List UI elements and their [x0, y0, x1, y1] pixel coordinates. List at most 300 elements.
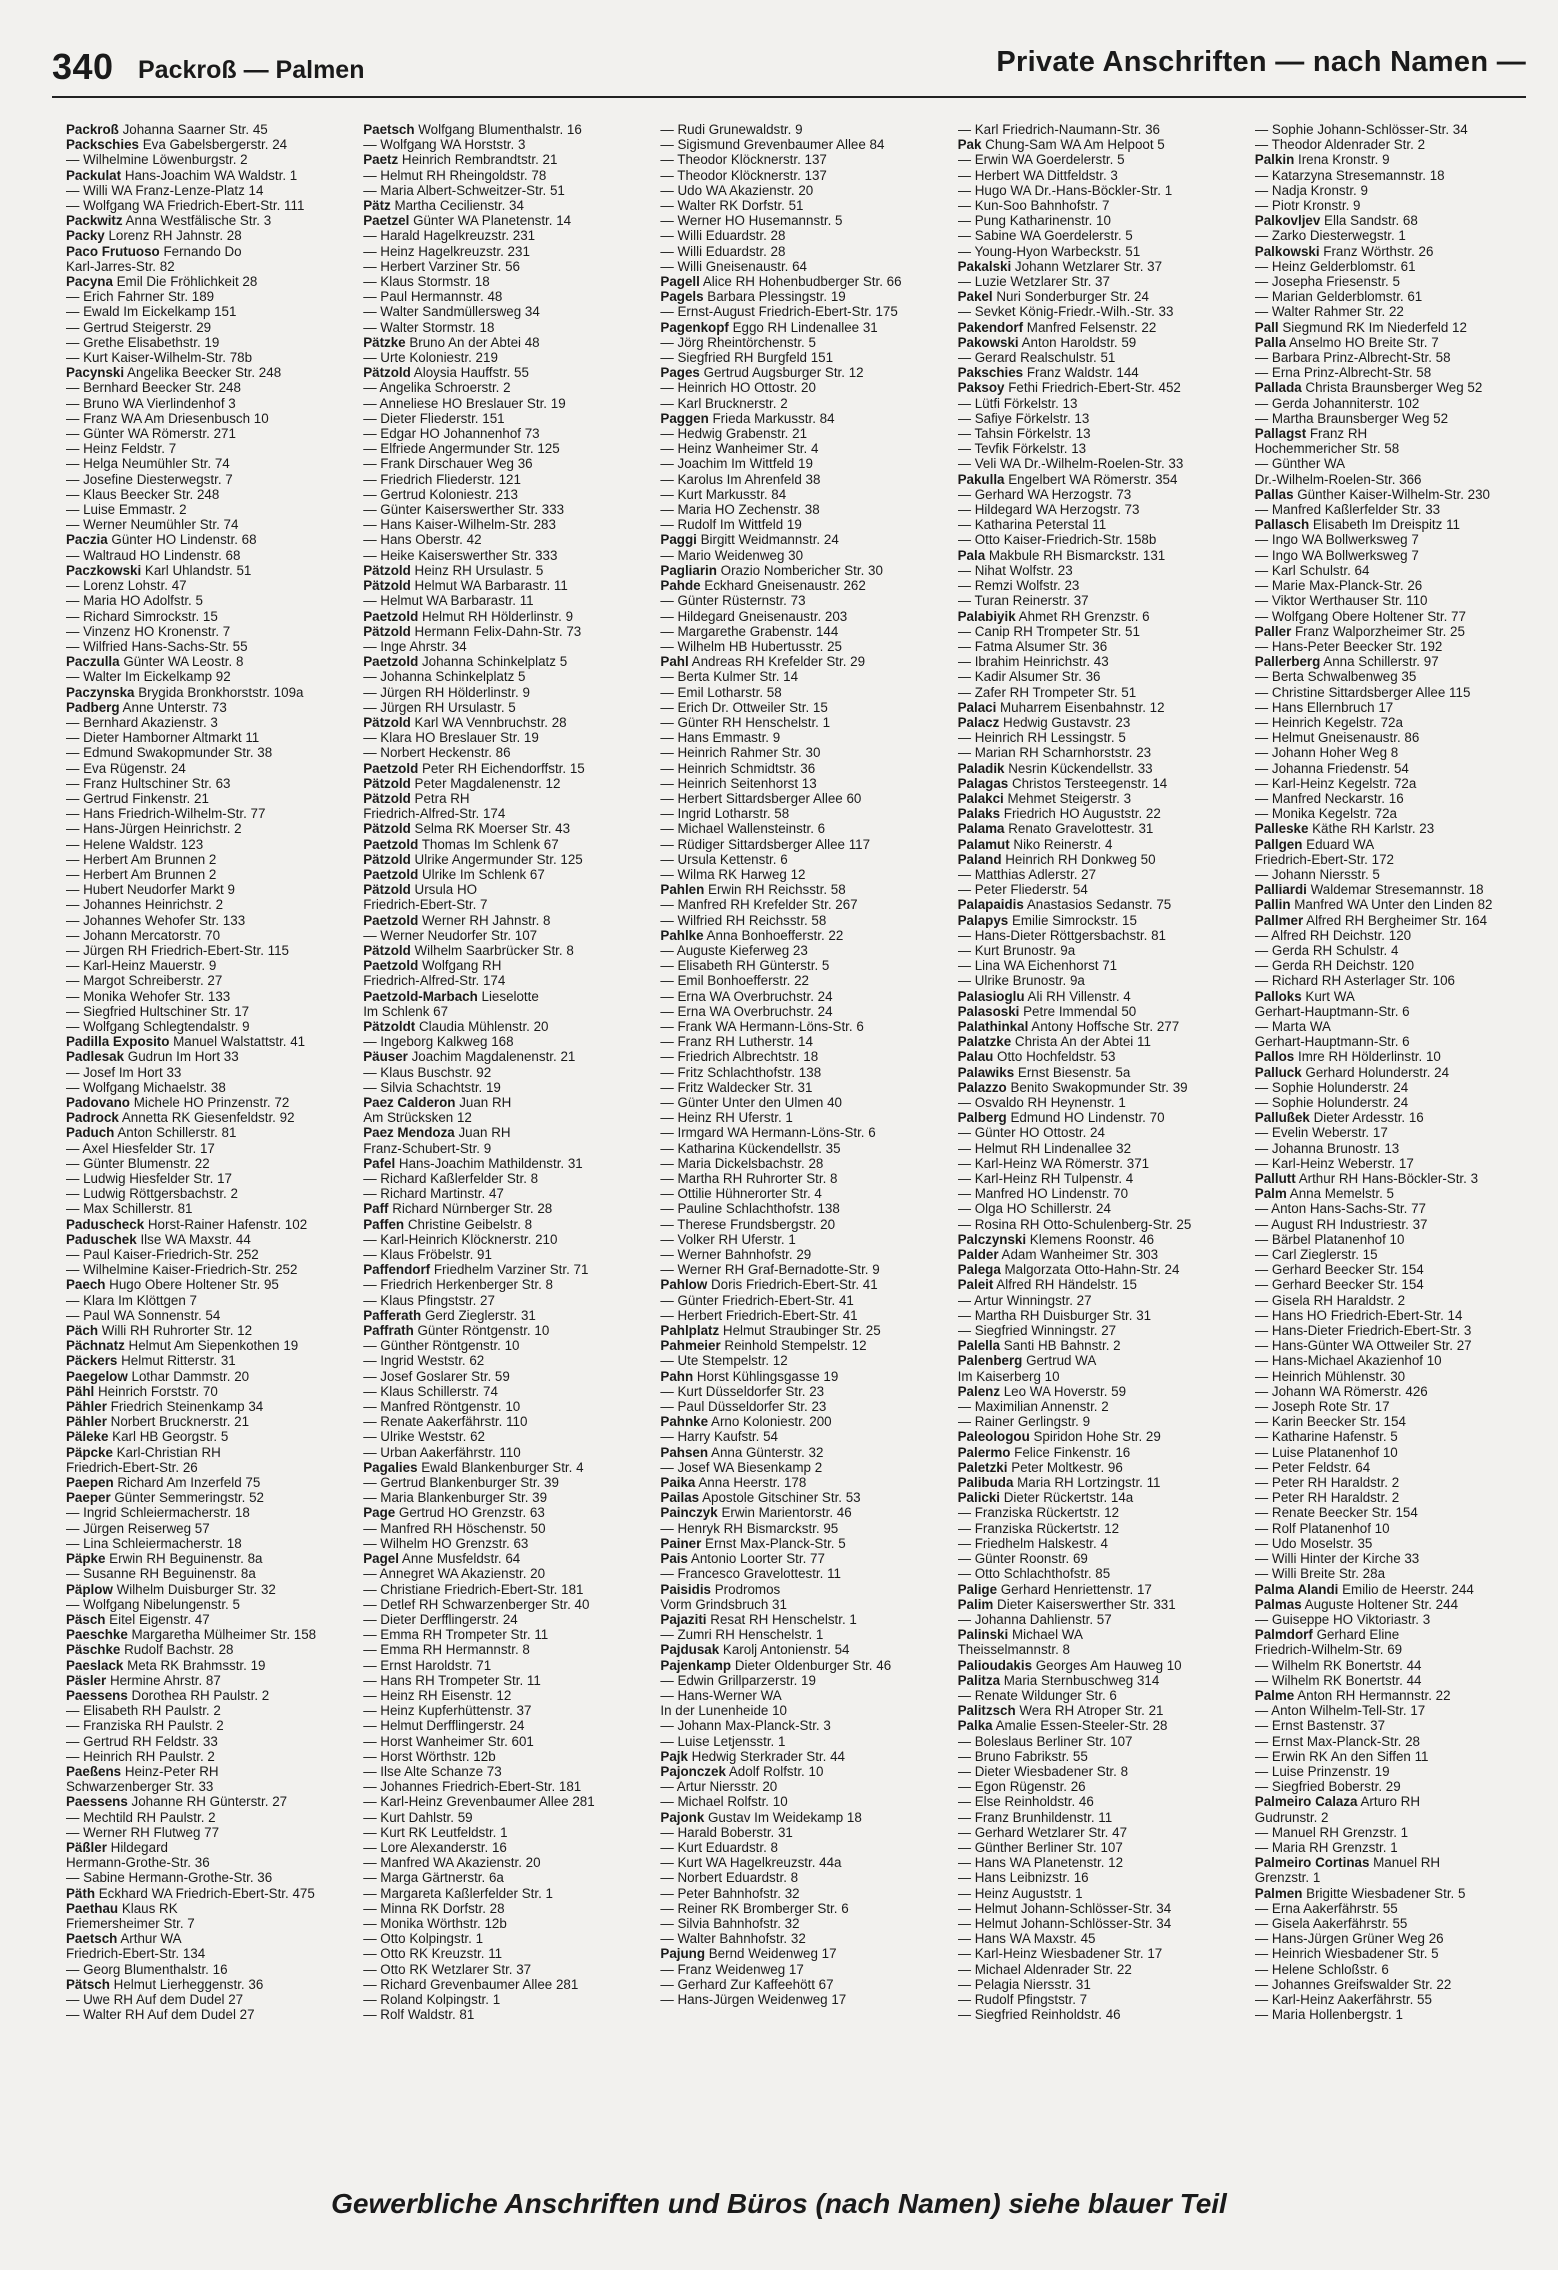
- directory-columns: [66, 122, 1536, 2152]
- listing-entry: [660, 1992, 941, 2007]
- entry-details: — Johannes Greifswalder Str. 22: [1254, 1976, 1452, 1992]
- entry-details: — Johann WA Römerstr. 426: [1254, 1383, 1428, 1399]
- surname: Palleske: [1254, 821, 1309, 837]
- entry-details: — Günter Unter den Ulmen 40: [660, 1095, 842, 1110]
- listing-entry: [363, 1855, 644, 1870]
- entry-details: — Michael Aldenrader Str. 22: [957, 1961, 1132, 1977]
- listing-entry: [1255, 1338, 1536, 1353]
- listing-entry: [660, 1110, 941, 1125]
- entry-details: — Canip RH Trompeter Str. 51: [957, 623, 1140, 639]
- listing-entry: [660, 1855, 941, 1870]
- entry-details: Helmut WA Barbarastr. 11: [410, 578, 568, 594]
- listing-entry: [958, 1855, 1239, 1870]
- listing-entry: [958, 1384, 1239, 1399]
- surname: Pähler: [66, 1414, 107, 1430]
- entry-details: — Willi Gneisenaustr. 64: [660, 258, 808, 274]
- listing-entry: [363, 1490, 644, 1505]
- entry-details: — Dieter Hamborner Altmarkt 11: [66, 730, 260, 746]
- listing-entry: [958, 502, 1239, 517]
- listing-entry: [363, 1384, 644, 1399]
- entry-details: Helmut Ritterstr. 31: [117, 1353, 236, 1369]
- listing-entry: [958, 1429, 1239, 1444]
- listing-entry: [1255, 396, 1536, 411]
- entry-details: — Paul Düsseldorfer Str. 23: [660, 1399, 827, 1415]
- listing-entry: [1255, 639, 1536, 654]
- entry-details: Norbert Brucknerstr. 21: [106, 1414, 250, 1430]
- listing-entry: [363, 517, 644, 532]
- listing-entry: [958, 1931, 1239, 1946]
- entry-details: Horst Kühlingsgasse 19: [693, 1368, 839, 1384]
- listing-entry: [1255, 852, 1536, 867]
- listing-entry: [66, 1338, 347, 1353]
- listing-entry: [1255, 1034, 1536, 1049]
- surname: Palczynski: [957, 1231, 1027, 1247]
- listing-entry: [958, 609, 1239, 624]
- listing-entry: [66, 487, 347, 502]
- listing-entry: [958, 928, 1239, 943]
- surname: Paller: [1254, 623, 1292, 639]
- surname: Pajaziti: [660, 1611, 707, 1627]
- listing-entry: [66, 958, 347, 973]
- entry-details: Lieselotte: [477, 988, 539, 1004]
- surname: Paegelow: [66, 1368, 128, 1384]
- entry-details: — Siegfried RH Burgfeld 151: [660, 350, 834, 366]
- entry-details: — Maria HO Adolfstr. 5: [66, 593, 203, 609]
- surname: Pakulla: [957, 471, 1005, 487]
- entry-details: Renato Gravelottestr. 31: [1004, 821, 1154, 837]
- listing-entry: [363, 1399, 644, 1414]
- listing-entry: [660, 1490, 941, 1505]
- listing-entry: [660, 244, 941, 259]
- entry-details: — Horst Wanheimer Str. 601: [363, 1733, 534, 1749]
- entry-details: — Günter Friedrich-Ebert-Str. 41: [660, 1292, 854, 1308]
- listing-entry: [363, 715, 644, 730]
- listing-entry: [363, 1901, 644, 1916]
- listing-entry: [66, 700, 347, 715]
- entry-details: Franz Waldstr. 144: [1023, 365, 1139, 381]
- listing-entry: [363, 1627, 644, 1642]
- entry-details: Bruno An der Abtei 48: [405, 334, 540, 350]
- entry-details: — Grethe Elisabethstr. 19: [66, 334, 220, 350]
- listing-entry: [958, 183, 1239, 198]
- entry-details: — Erna WA Overbruchstr. 24: [660, 988, 833, 1004]
- entry-details: — Veli WA Dr.-Wilhelm-Roelen-Str. 33: [957, 456, 1184, 472]
- listing-entry: [1255, 1308, 1536, 1323]
- entry-details: Doris Friedrich-Ebert-Str. 41: [707, 1277, 878, 1293]
- listing-entry: [363, 1004, 644, 1019]
- surname: Pak: [957, 137, 982, 153]
- listing-entry: [958, 563, 1239, 578]
- listing-entry: [66, 654, 347, 669]
- surname: Paeper: [66, 1490, 111, 1506]
- entry-details: Karl-Christian RH: [112, 1444, 221, 1460]
- entry-details: — Urte Koloniestr. 219: [363, 350, 498, 366]
- entry-details: Werner RH Jahnstr. 8: [418, 912, 551, 928]
- entry-details: — Hans Leibnizstr. 16: [957, 1870, 1089, 1886]
- entry-details: — Young-Hyon Warbeckstr. 51: [957, 243, 1141, 259]
- entry-details: Frieda Markusstr. 84: [708, 410, 835, 426]
- listing-entry: [1255, 1065, 1536, 1080]
- entry-details: — Frank WA Hermann-Löns-Str. 6: [660, 1018, 864, 1034]
- listing-entry: [1255, 1429, 1536, 1444]
- listing-entry: [66, 1369, 347, 1384]
- entry-details: Klaus RK: [118, 1900, 178, 1916]
- entry-details: Antonio Loorter Str. 77: [687, 1551, 825, 1567]
- listing-entry: [363, 1642, 644, 1657]
- entry-details: — Silvia Schachtstr. 19: [363, 1079, 501, 1095]
- entry-details: Meta RK Brahmsstr. 19: [123, 1657, 266, 1673]
- surname: Packwitz: [66, 213, 123, 229]
- listing-entry: [958, 852, 1239, 867]
- listing-entry: [1255, 1901, 1536, 1916]
- listing-entry: [958, 1110, 1239, 1125]
- entry-details: Im Schlenk 67: [363, 1003, 449, 1019]
- entry-details: Dieter Ardesstr. 16: [1309, 1110, 1424, 1126]
- entry-details: Heinrich Rembrandtstr. 21: [398, 152, 558, 168]
- surname: Palella: [957, 1338, 1001, 1354]
- surname: Paksoy: [957, 380, 1005, 396]
- listing-entry: [958, 1277, 1239, 1292]
- entry-details: — Maria Blankenburger Str. 39: [363, 1490, 548, 1506]
- entry-details: Hedwig Gustavstr. 23: [999, 714, 1131, 730]
- listing-entry: [363, 1353, 644, 1368]
- entry-details: — Zumri RH Henschelstr. 1: [660, 1627, 824, 1643]
- listing-entry: [958, 259, 1239, 274]
- surname: Palder: [957, 1247, 999, 1263]
- entry-details: — Heinrich Mühlenstr. 30: [1254, 1368, 1406, 1384]
- listing-entry: [1255, 669, 1536, 684]
- listing-entry: [660, 928, 941, 943]
- listing-entry: [66, 1125, 347, 1140]
- entry-details: Petra RH: [410, 790, 470, 806]
- entry-details: — Günter Roonstr. 69: [957, 1551, 1088, 1567]
- surname: Pagenkopf: [660, 319, 729, 335]
- entry-details: — Viktor Werthauser Str. 110: [1254, 593, 1428, 609]
- surname: Päsler: [66, 1672, 107, 1688]
- listing-entry: [1255, 1810, 1536, 1825]
- listing-entry: [958, 365, 1239, 380]
- listing-entry: [958, 396, 1239, 411]
- listing-entry: [660, 1840, 941, 1855]
- entry-details: — Paul Hermannstr. 48: [363, 289, 503, 305]
- listing-entry: [958, 1521, 1239, 1536]
- surname: Päckers: [66, 1353, 118, 1369]
- entry-details: — Karl-Heinz RH Tulpenstr. 4: [957, 1171, 1134, 1187]
- listing-entry: [363, 761, 644, 776]
- listing-entry: [660, 1323, 941, 1338]
- entry-details: — Jürgen RH Friedrich-Ebert-Str. 115: [66, 942, 290, 958]
- entry-details: — Siegfried Winningstr. 27: [957, 1323, 1117, 1339]
- entry-details: — Henryk RH Bismarckstr. 95: [660, 1520, 839, 1536]
- entry-details: Gertrud WA: [1022, 1353, 1097, 1369]
- listing-entry: [363, 1019, 644, 1034]
- listing-entry: [660, 1946, 941, 1961]
- entry-details: Prodromos: [711, 1581, 781, 1597]
- listing-entry: [660, 821, 941, 836]
- listing-entry: [660, 700, 941, 715]
- listing-entry: [66, 1247, 347, 1262]
- surname: Palatzke: [957, 1034, 1012, 1050]
- surname: Palinski: [957, 1627, 1009, 1643]
- listing-entry: [1255, 1171, 1536, 1186]
- listing-entry: [363, 1794, 644, 1809]
- listing-entry: [1255, 137, 1536, 152]
- entry-details: — Heinz Auguststr. 1: [957, 1885, 1083, 1901]
- entry-details: — Zarko Diesterwegstr. 1: [1254, 228, 1406, 244]
- entry-details: — Wolfgang Michaelstr. 38: [66, 1079, 226, 1095]
- listing-entry: [958, 1247, 1239, 1262]
- listing-entry: [363, 1217, 644, 1232]
- column-5: [1255, 122, 1536, 2152]
- entry-details: — Hildegard Gneisenaustr. 203: [660, 608, 848, 624]
- entry-details: — Heinz Kupferhüttenstr. 37: [363, 1703, 532, 1719]
- listing-entry: [958, 1870, 1239, 1885]
- entry-details: — Turan Reinerstr. 37: [957, 593, 1089, 609]
- entry-details: — Erna Aakerfährstr. 55: [1254, 1900, 1398, 1916]
- entry-details: — Erna Prinz-Albrecht-Str. 58: [1254, 365, 1432, 381]
- listing-entry: [66, 1992, 347, 2007]
- surname: Packschies: [66, 137, 139, 153]
- surname: Pais: [660, 1551, 688, 1567]
- listing-entry: [1255, 1734, 1536, 1749]
- listing-entry: [363, 1658, 644, 1673]
- listing-entry: [1255, 1703, 1536, 1718]
- entry-details: Manfred Felsenstr. 22: [1023, 319, 1157, 335]
- listing-entry: [66, 715, 347, 730]
- entry-details: — Richard Simrockstr. 15: [66, 608, 218, 624]
- listing-entry: [363, 745, 644, 760]
- entry-details: — Hans Friedrich-Wilhelm-Str. 77: [66, 806, 266, 822]
- surname: Palenz: [957, 1383, 1001, 1399]
- listing-entry: [1255, 1658, 1536, 1673]
- entry-details: — Rüdiger Sittardsberger Allee 117: [660, 836, 871, 852]
- entry-details: Christine Geibelstr. 8: [404, 1216, 533, 1232]
- entry-details: — Walter Stormstr. 18: [363, 319, 495, 335]
- listing-entry: [66, 122, 347, 137]
- listing-entry: [363, 274, 644, 289]
- entry-details: — Bärbel Platanenhof 10: [1254, 1231, 1405, 1247]
- entry-details: — Max Schillerstr. 81: [66, 1201, 193, 1217]
- entry-details: — Rudi Grunewaldstr. 9: [660, 122, 803, 137]
- entry-details: Adam Wanheimer Str. 303: [998, 1247, 1159, 1263]
- entry-details: — Guiseppe HO Viktoriastr. 3: [1254, 1611, 1431, 1627]
- listing-entry: [660, 1156, 941, 1171]
- entry-details: — Annegret WA Akazienstr. 20: [363, 1566, 546, 1582]
- entry-details: Johann Wetzlarer Str. 37: [1011, 258, 1163, 274]
- entry-details: — Jürgen RH Ursulastr. 5: [363, 699, 516, 715]
- listing-entry: [1255, 593, 1536, 608]
- entry-details: — Christine Sittardsberger Allee 115: [1254, 684, 1471, 700]
- entry-details: Friedrich-Alfred-Str. 174: [363, 806, 506, 822]
- entry-details: — Kurt Düsseldorfer Str. 23: [660, 1383, 825, 1399]
- entry-details: Peter RH Eichendorffstr. 15: [418, 760, 585, 776]
- listing-entry: [363, 1597, 644, 1612]
- listing-entry: [660, 517, 941, 532]
- listing-entry: [660, 1445, 941, 1460]
- entry-details: Anna Bonhoefferstr. 22: [703, 927, 844, 943]
- entry-details: — Kurt WA Hagelkreuzstr. 44a: [660, 1855, 842, 1871]
- entry-details: — Manfred Neckarstr. 16: [1254, 790, 1404, 806]
- listing-entry: [660, 745, 941, 760]
- entry-details: Wilhelm Duisburger Str. 32: [112, 1581, 276, 1597]
- entry-details: — Bruno Fabrikstr. 55: [957, 1748, 1088, 1764]
- entry-details: — Heinrich Rahmer Str. 30: [660, 745, 821, 761]
- listing-entry: [363, 1916, 644, 1931]
- surname: Packulat: [66, 167, 122, 183]
- listing-entry: [660, 1582, 941, 1597]
- listing-entry: [1255, 1384, 1536, 1399]
- listing-entry: [958, 1916, 1239, 1931]
- entry-details: — Peter Feldstr. 64: [1254, 1459, 1371, 1475]
- listing-entry: [660, 1369, 941, 1384]
- listing-entry: [1255, 532, 1536, 547]
- entry-details: — Lorenz Lohstr. 47: [66, 578, 187, 594]
- entry-details: — Maria RH Grenzstr. 1: [1254, 1839, 1398, 1855]
- listing-entry: [363, 2007, 644, 2022]
- entry-details: — Wilhelm RK Bonertstr. 44: [1254, 1657, 1422, 1673]
- entry-details: — Walter Sandmüllersweg 34: [363, 304, 540, 320]
- surname: Pätzke: [363, 334, 406, 350]
- entry-details: — Gertrud Steigerstr. 29: [66, 319, 212, 335]
- entry-details: Gertrud HO Grenzstr. 63: [395, 1505, 545, 1521]
- listing-entry: [660, 1095, 941, 1110]
- listing-entry: [363, 1946, 644, 1961]
- entry-details: — Gisela RH Haraldstr. 2: [1254, 1292, 1406, 1308]
- entry-details: — Wolfgang Obere Holtener Str. 77: [1254, 608, 1466, 624]
- listing-entry: [958, 122, 1239, 137]
- entry-details: — Barbara Prinz-Albrecht-Str. 58: [1254, 350, 1451, 366]
- surname: Pähl: [66, 1383, 95, 1399]
- listing-entry: [363, 502, 644, 517]
- listing-entry: [66, 198, 347, 213]
- surname: Pahnke: [660, 1414, 709, 1430]
- entry-details: — Martha RH Duisburger Str. 31: [957, 1307, 1152, 1323]
- listing-entry: [958, 1673, 1239, 1688]
- entry-details: — Luise Emmastr. 2: [66, 502, 187, 518]
- listing-entry: [363, 1262, 644, 1277]
- listing-entry: [1255, 806, 1536, 821]
- listing-entry: [958, 654, 1239, 669]
- entry-details: — Ottilie Hühnerorter Str. 4: [660, 1186, 822, 1202]
- entry-details: — Silvia Bahnhofstr. 32: [660, 1915, 800, 1931]
- listing-entry: [660, 1597, 941, 1612]
- listing-entry: [66, 1141, 347, 1156]
- entry-details: — Hans RH Trompeter Str. 11: [363, 1672, 541, 1688]
- listing-entry: [66, 806, 347, 821]
- listing-entry: [660, 380, 941, 395]
- entry-details: — Gerda RH Schulstr. 4: [1254, 942, 1399, 958]
- entry-details: — Emma RH Hermannstr. 8: [363, 1642, 530, 1658]
- entry-details: Gudrunstr. 2: [1254, 1809, 1329, 1825]
- entry-details: — Kurt Eduardstr. 8: [660, 1839, 778, 1855]
- surname: Palloks: [1254, 988, 1302, 1004]
- listing-entry: [66, 1870, 347, 1885]
- entry-details: — Heinz RH Eisenstr. 12: [363, 1687, 512, 1703]
- column-2: [363, 122, 644, 2152]
- entry-details: — Ludwig Hiesfelder Str. 17: [66, 1171, 232, 1187]
- entry-details: — Franz Weidenweg 17: [660, 1961, 804, 1977]
- entry-details: Thomas Im Schlenk 67: [418, 836, 559, 852]
- entry-details: — Heinz Wanheimer Str. 4: [660, 441, 819, 457]
- surname: Pagliarin: [660, 562, 717, 578]
- surname: Pages: [660, 365, 700, 381]
- entry-details: Arno Koloniestr. 200: [708, 1414, 832, 1430]
- listing-entry: [1255, 821, 1536, 836]
- listing-entry: [1255, 837, 1536, 852]
- listing-entry: [660, 274, 941, 289]
- listing-entry: [958, 1475, 1239, 1490]
- listing-entry: [958, 1992, 1239, 2007]
- listing-entry: [660, 1277, 941, 1292]
- surname: Pallagst: [1254, 426, 1307, 442]
- entry-details: — Richard Kaßlerfelder Str. 8: [363, 1171, 539, 1187]
- surname: Päch: [66, 1323, 99, 1339]
- surname: Pahlke: [660, 927, 704, 943]
- listing-entry: [1255, 502, 1536, 517]
- entry-details: Karl Uhlandstr. 51: [141, 562, 252, 578]
- entry-details: Eckhard WA Friedrich-Ebert-Str. 475: [95, 1885, 315, 1901]
- entry-details: — Manfred HO Lindenstr. 70: [957, 1186, 1129, 1202]
- entry-details: — Hans HO Friedrich-Ebert-Str. 14: [1254, 1307, 1463, 1323]
- surname: Palmeiro Cortinas: [1254, 1855, 1370, 1871]
- entry-details: — Maria Dickelsbachstr. 28: [660, 1155, 824, 1171]
- entry-details: — Friedhelm Halskestr. 4: [957, 1535, 1108, 1551]
- listing-entry: [958, 1627, 1239, 1642]
- entry-details: — Gertrud RH Feldstr. 33: [66, 1733, 218, 1749]
- entry-details: — Elfriede Angermunder Str. 125: [363, 441, 560, 457]
- listing-entry: [1255, 776, 1536, 791]
- entry-details: — Werner Neudorfer Str. 107: [363, 927, 538, 943]
- listing-entry: [660, 1262, 941, 1277]
- listing-entry: [1255, 1460, 1536, 1475]
- listing-entry: [958, 1232, 1239, 1247]
- listing-entry: [660, 1779, 941, 1794]
- listing-entry: [66, 244, 347, 259]
- listing-entry: [660, 365, 941, 380]
- listing-entry: [958, 1308, 1239, 1323]
- listing-entry: [958, 198, 1239, 213]
- listing-entry: [66, 821, 347, 836]
- entry-details: Anna Memelstr. 5: [1286, 1186, 1394, 1202]
- listing-entry: [363, 1277, 644, 1292]
- listing-entry: [660, 320, 941, 335]
- surname: Paff: [363, 1201, 389, 1217]
- entry-details: Gerhard Holunderstr. 24: [1301, 1064, 1450, 1080]
- entry-details: — Manuel RH Grenzstr. 1: [1254, 1824, 1409, 1840]
- listing-entry: [1255, 1825, 1536, 1840]
- listing-entry: [1255, 517, 1536, 532]
- listing-entry: [363, 1338, 644, 1353]
- entry-details: — Harald Boberstr. 31: [660, 1824, 793, 1840]
- entry-details: — Hans Emmastr. 9: [660, 730, 781, 746]
- listing-entry: [66, 1551, 347, 1566]
- listing-entry: [66, 1673, 347, 1688]
- listing-entry: [363, 609, 644, 624]
- listing-entry: [660, 411, 941, 426]
- surname: Paessens: [66, 1687, 128, 1703]
- entry-details: — Hans Kaiser-Wilhelm-Str. 283: [363, 517, 556, 533]
- listing-entry: [66, 1779, 347, 1794]
- listing-entry: [958, 472, 1239, 487]
- surname: Paez Calderon: [363, 1095, 456, 1110]
- listing-entry: [1255, 1673, 1536, 1688]
- entry-details: Margaretha Mülheimer Str. 158: [127, 1627, 317, 1643]
- listing-entry: [958, 639, 1239, 654]
- entry-details: Gertrud Augsburger Str. 12: [699, 365, 864, 381]
- entry-details: — Wilhelmine Löwenburgstr. 2: [66, 152, 248, 168]
- listing-entry: [1255, 1855, 1536, 1870]
- listing-entry: [660, 730, 941, 745]
